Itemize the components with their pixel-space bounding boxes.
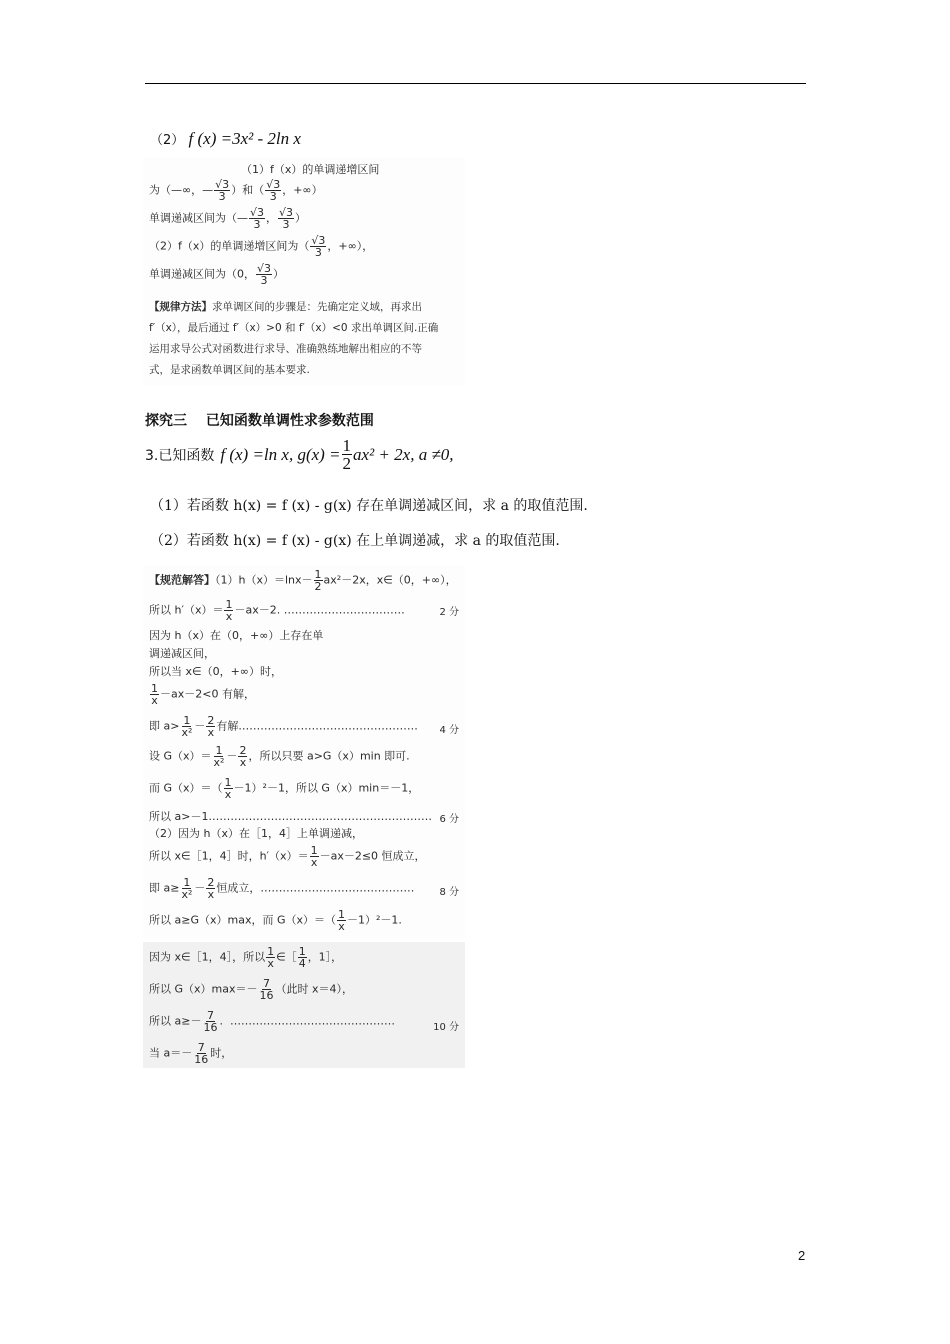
text: －: [226, 749, 238, 763]
numerator: 1: [342, 436, 352, 455]
denominator: 3: [269, 190, 277, 203]
fraction: [214, 179, 230, 202]
denominator: x: [338, 920, 345, 933]
part2-formula: [150, 129, 301, 149]
numerator: 7: [197, 1041, 205, 1054]
scan1-line1: （1）f（x）的单调递增区间: [241, 163, 380, 176]
fraction: [213, 745, 226, 768]
numerator: √3: [266, 178, 281, 191]
score-6: 6 分: [439, 814, 459, 825]
fraction: [256, 263, 272, 286]
score-4: 4 分: [439, 725, 459, 736]
part2-label: （2）: [150, 133, 185, 148]
fraction: [278, 207, 294, 230]
scan2-row1: [149, 569, 457, 592]
denominator: x: [207, 726, 215, 739]
numerator: 1: [151, 682, 158, 695]
scan3-row1: [149, 946, 342, 969]
text: ）: [273, 267, 285, 281]
scan2-row3: 因为 h（x）在（0，+∞）上存在单: [149, 629, 324, 642]
section-title: 探究三 已知函数单调性求参数范围: [145, 413, 374, 429]
numerator: 1: [183, 876, 191, 889]
scan3-row2: [149, 978, 353, 1001]
numerator: 7: [206, 1009, 214, 1022]
numerator: 1: [267, 945, 275, 958]
scan2-row14: [149, 909, 402, 932]
half-fraction: [342, 437, 353, 472]
numerator: √3: [250, 206, 265, 219]
text: ，+∞）: [282, 183, 323, 197]
text: 所以 a≥－: [149, 1014, 202, 1028]
question-2: （2）若函数 h(x) = f (x) - g(x) 在上单调递减，求 a 的取值范围.: [150, 533, 560, 549]
fraction: [202, 1010, 218, 1033]
text: 而 G（x）＝（: [149, 781, 223, 795]
text: ，: [266, 211, 278, 225]
denominator: 3: [260, 274, 268, 287]
text: 单调递减区间为（0，: [149, 267, 255, 281]
numerator: 2: [239, 744, 247, 757]
numerator: 2: [207, 876, 215, 889]
text: 即 a>: [149, 719, 180, 733]
scan1-rule-line4: 式，是求函数单调区间的基本要求.: [149, 364, 310, 376]
fraction: [180, 715, 193, 738]
scan1-rule-line2: f′（x），最后通过 f′（x）>0 和 f′（x）<0 求出单调区间.正确: [149, 322, 439, 334]
denominator: 16: [259, 989, 274, 1002]
scan-answer-3: [143, 942, 465, 1068]
text: 所以 h′（x）＝: [149, 603, 224, 617]
numerator: 1: [183, 714, 191, 727]
fraction: [180, 877, 193, 900]
scan-answer-1: [143, 157, 465, 385]
text: ）和（: [231, 183, 265, 197]
text: －: [194, 881, 206, 895]
scan1-line3: [149, 207, 306, 230]
text: 因为 x∈［1，4］，所以: [149, 950, 266, 964]
text: 恒成立，: [216, 881, 261, 895]
question-1: （1）若函数 h(x) = f (x) - g(x) 存在单调递减区间，求 a 的取值范围.: [150, 498, 588, 514]
fraction: [310, 845, 319, 868]
text: ，1］，: [307, 950, 343, 964]
denominator: 16: [203, 1021, 218, 1034]
denominator: x: [224, 788, 232, 801]
dots: ……………………………………………………: [211, 810, 432, 823]
scan2-row8: [149, 745, 410, 768]
numerator: 1: [215, 744, 223, 757]
text: 所以 x∈［1，4］时，h′（x）＝: [149, 849, 309, 863]
scan2-row4: 调递减区间，: [149, 647, 215, 660]
text: （此时 x＝4），: [275, 982, 354, 996]
scan2-row6: [149, 683, 255, 706]
dots: …………………………………………: [241, 719, 418, 733]
text: －ax－2.: [234, 603, 281, 617]
denominator: x: [207, 888, 215, 901]
fraction: [337, 909, 346, 932]
solution-title: 【规范解答】: [149, 573, 215, 587]
fraction: [259, 978, 275, 1001]
fraction: [298, 946, 307, 969]
denominator: x: [225, 610, 233, 623]
text: 为（—∞，—: [149, 183, 214, 197]
text: （2）f（x）的单调递增区间为（: [149, 239, 310, 253]
scan1-rule-line3: 运用求导公式对函数进行求导、准确熟练地解出相应的不等: [149, 343, 422, 355]
scan2-row10: [149, 808, 432, 824]
scan2-row13: [149, 877, 414, 900]
text: 求单调区间的步骤是：先确定定义域，再求出: [212, 301, 422, 313]
text: －ax－2<0 有解，: [160, 687, 255, 701]
fraction: [238, 745, 247, 768]
numerator: 1: [224, 776, 232, 789]
denominator: x²: [181, 888, 193, 901]
numerator: 7: [263, 977, 270, 990]
denominator: x: [310, 856, 318, 869]
denominator: 2: [314, 580, 322, 593]
dots: ……………………………: [283, 603, 405, 617]
problem-expr-a: f (x) =ln x, g(x) =: [220, 444, 341, 464]
fraction: [224, 777, 233, 800]
text: －ax－2≤0 恒成立，: [319, 849, 426, 863]
text: ）: [295, 211, 307, 225]
numerator: √3: [257, 262, 272, 275]
fraction: [150, 683, 159, 706]
numerator: 1: [310, 844, 318, 857]
scan1-line5: [149, 263, 284, 286]
problem-expr-b: ax² + 2x, a ≠0,: [353, 444, 454, 464]
scan-answer-2: [143, 565, 465, 937]
denominator: x: [239, 756, 247, 769]
fraction: [206, 877, 215, 900]
denominator: 4: [298, 957, 306, 970]
scan3-row3: [149, 1010, 395, 1033]
text: －: [194, 719, 206, 733]
scan3-row4: [149, 1042, 232, 1065]
denominator: 2: [342, 454, 352, 473]
fraction: [314, 569, 323, 592]
page-number: 2: [798, 1248, 806, 1263]
numerator: 1: [298, 945, 306, 958]
text: 所以 G（x）max＝－: [149, 982, 258, 996]
rule-title: 【规律方法】: [149, 301, 212, 313]
scan1-line2: [149, 179, 323, 202]
text: 所以 a>－1.: [149, 810, 212, 823]
denominator: x: [151, 694, 158, 707]
text: 时，: [210, 1046, 233, 1060]
scan2-row7: [149, 715, 418, 738]
text: .: [219, 1014, 223, 1028]
text: ，+∞），: [327, 239, 374, 253]
text: 设 G（x）＝: [149, 749, 212, 763]
scan2-row2: [149, 599, 405, 622]
dots: ………………………………………: [229, 1014, 395, 1028]
numerator: 1: [337, 908, 345, 921]
scan2-row12: [149, 845, 426, 868]
numerator: √3: [215, 178, 230, 191]
text: －1）²－1.: [346, 913, 402, 927]
scan1-rule-line1: [149, 299, 422, 314]
scan2-row11: （2）因为 h（x）在［1，4］上单调递减，: [149, 827, 363, 840]
text: ax²－2x，x∈（0，+∞），: [323, 573, 457, 587]
text: 即 a≥: [149, 881, 180, 895]
numerator: 2: [207, 714, 215, 727]
text: －1）²－1，所以 G（x）min＝－1，: [233, 781, 420, 795]
scan2-row5: 所以当 x∈（0，+∞）时，: [149, 665, 282, 678]
text: （1）h（x）＝lnx－: [215, 573, 313, 587]
denominator: x²: [213, 756, 225, 769]
text: 当 a＝－: [149, 1046, 193, 1060]
fraction: [193, 1042, 209, 1065]
text: 所以 a≥G（x）max，而 G（x）＝（: [149, 913, 336, 927]
dots: ……………………………………: [260, 881, 415, 895]
numerator: 1: [225, 598, 233, 611]
score-10: 10 分: [433, 1022, 459, 1033]
numerator: √3: [279, 206, 294, 219]
text: 单调递减区间为（—: [149, 211, 248, 225]
fraction: [265, 179, 281, 202]
problem-intro: 3.已知函数: [145, 447, 215, 464]
score-8: 8 分: [439, 887, 459, 898]
text: ，所以只要 a>G（x）min 即可.: [248, 749, 410, 763]
denominator: x: [267, 957, 274, 970]
text: ∈［: [276, 950, 297, 964]
scan2-row9: [149, 777, 419, 800]
denominator: 3: [253, 218, 261, 231]
fraction: [310, 235, 326, 258]
scan1-line4: [149, 235, 373, 258]
header-rule: [145, 83, 806, 84]
denominator: x²: [181, 726, 193, 739]
numerator: √3: [311, 234, 326, 247]
part2-expr: f (x) =3x² - 2ln x: [188, 129, 301, 148]
denominator: 3: [282, 218, 290, 231]
denominator: 16: [194, 1053, 209, 1066]
fraction: [206, 715, 215, 738]
problem-statement: [145, 437, 454, 472]
text: 有解.: [216, 719, 242, 733]
fraction: [224, 599, 233, 622]
numerator: 1: [314, 568, 322, 581]
denominator: 3: [314, 246, 322, 259]
score-2: 2 分: [439, 607, 459, 618]
denominator: 3: [218, 190, 226, 203]
fraction: [266, 946, 275, 969]
fraction: [249, 207, 265, 230]
